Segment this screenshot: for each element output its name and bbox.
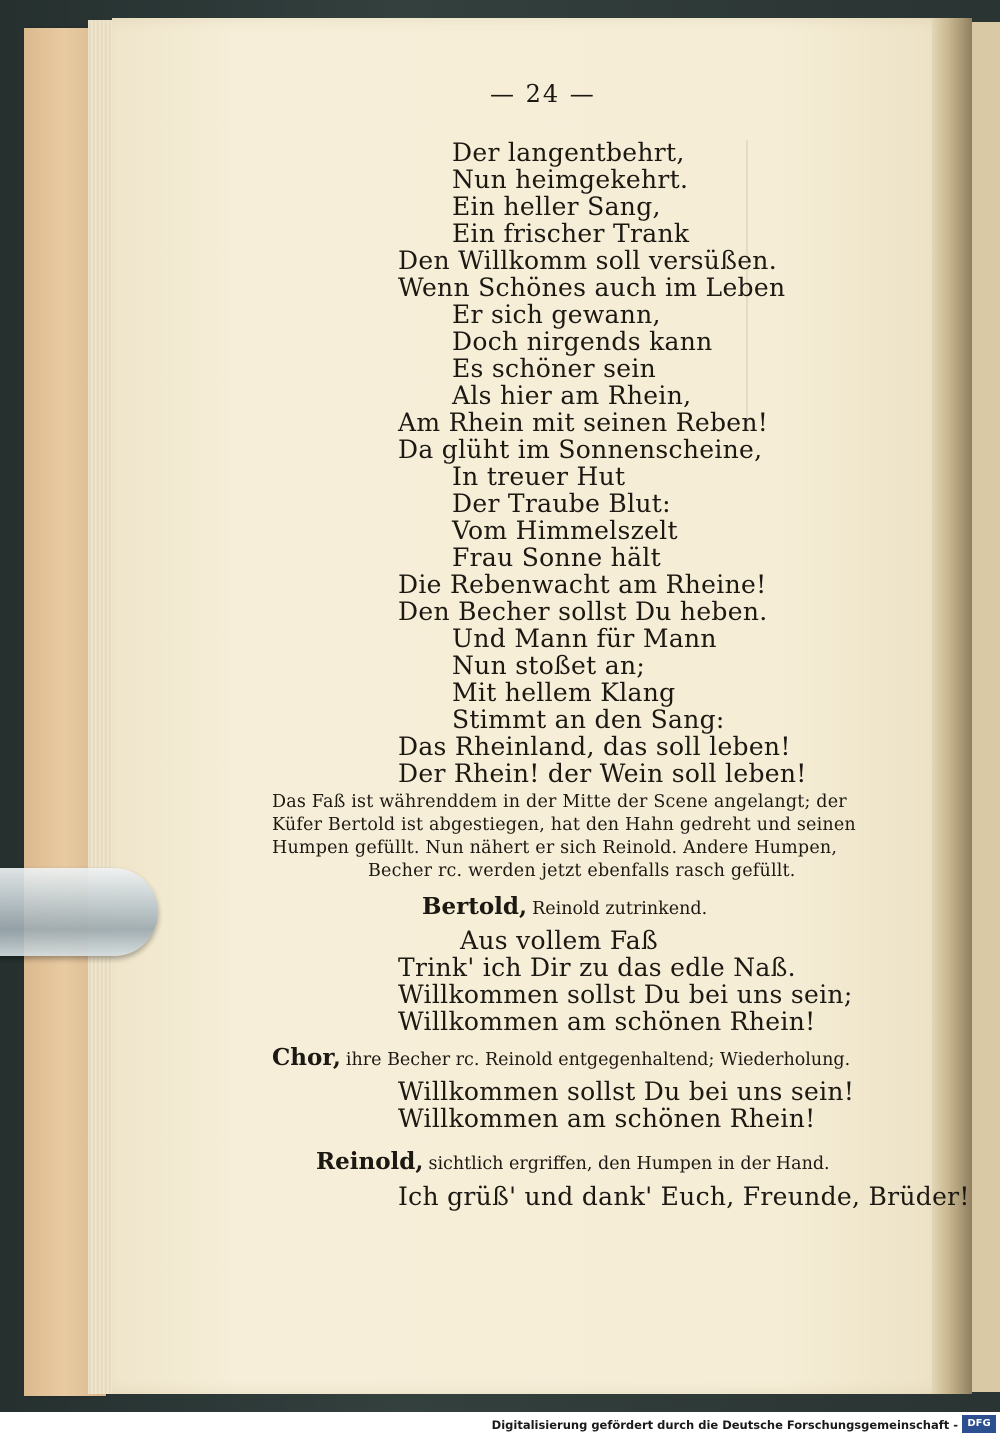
speaker-cue-chor <box>272 1044 850 1071</box>
verse-line: Willkommen am schönen Rhein! <box>398 1104 816 1133</box>
verse-line: Den Becher sollst Du heben. <box>398 597 768 626</box>
verse-line: Der Traube Blut: <box>452 489 671 518</box>
verse-line: Ein frischer Trank <box>452 219 690 248</box>
verse-line: Aus vollem Faß <box>460 926 658 955</box>
verse-line: Willkommen sollst Du bei uns sein! <box>398 1077 855 1106</box>
verse-line: Nun heimgekehrt. <box>452 165 689 194</box>
stage-direction-line: Humpen gefüllt. Nun nähert er sich Reinold. Andere Humpen, <box>272 838 838 858</box>
verse-line: Willkommen am schönen Rhein! <box>398 1007 816 1036</box>
stage-direction-line: Küfer Bertold ist abgestiegen, hat den Hahn gedreht und seinen <box>272 815 856 835</box>
footer-credit: Digitalisierung gefördert durch die Deutsche Forschungsgemeinschaft - <box>491 1418 958 1432</box>
speaker-cue-bertold <box>422 893 707 920</box>
speaker-direction: ihre Becher rc. Reinold entgegenhaltend; Wiederholung. <box>345 1050 851 1070</box>
speaker-cue-reinold <box>316 1148 830 1175</box>
verse-line: Ein heller Sang, <box>452 192 661 221</box>
verse-line: Es schöner sein <box>452 354 657 383</box>
verse-line: Den Willkomm soll versüßen. <box>398 246 777 275</box>
stage-direction-line: Das Faß ist währenddem in der Mitte der Scene angelangt; der <box>272 792 847 812</box>
verse-line: Stimmt an den Sang: <box>452 705 725 734</box>
speaker-direction: Reinold zutrinkend. <box>532 899 708 919</box>
verse-line: Doch nirgends kann <box>452 327 713 356</box>
verse-line: Nun stoßet an; <box>452 651 646 680</box>
verse-line: Frau Sonne hält <box>452 543 661 572</box>
speaker-name: Bertold, <box>422 893 527 920</box>
stage-direction-line: Becher rc. werden jetzt ebenfalls rasch gefüllt. <box>368 861 796 881</box>
verse-line: Mit hellem Klang <box>452 678 676 707</box>
page-holder-clip <box>0 868 158 956</box>
verse-line: Als hier am Rhein, <box>452 381 692 410</box>
verse-line: Willkommen sollst Du bei uns sein; <box>398 980 853 1009</box>
page-number: — 24 — <box>490 80 596 108</box>
verse-line: Die Rebenwacht am Rheine! <box>398 570 767 599</box>
verse-line: Vom Himmelszelt <box>452 516 678 545</box>
dfg-logo: DFG <box>962 1415 996 1433</box>
verse-line: Er sich gewann, <box>452 300 661 329</box>
verse-line: In treuer Hut <box>452 462 626 491</box>
verse-line: Der langentbehrt, <box>452 138 685 167</box>
verse-line: Da glüht im Sonnenscheine, <box>398 435 763 464</box>
speaker-name: Chor, <box>272 1044 341 1071</box>
speaker-direction: sichtlich ergriffen, den Humpen in der Hand. <box>428 1154 830 1174</box>
verse-line: Und Mann für Mann <box>452 624 717 653</box>
verse-line: Das Rheinland, das soll leben! <box>398 732 791 761</box>
verse-line: Der Rhein! der Wein soll leben! <box>398 759 807 788</box>
verse-line: Am Rhein mit seinen Reben! <box>398 408 769 437</box>
verse-line: Wenn Schönes auch im Leben <box>398 273 786 302</box>
verse-line: Ich grüß' und dank' Euch, Freunde, Brüder! <box>398 1182 970 1211</box>
speaker-name: Reinold, <box>316 1148 424 1175</box>
verse-line: Trink' ich Dir zu das edle Naß. <box>398 953 796 982</box>
